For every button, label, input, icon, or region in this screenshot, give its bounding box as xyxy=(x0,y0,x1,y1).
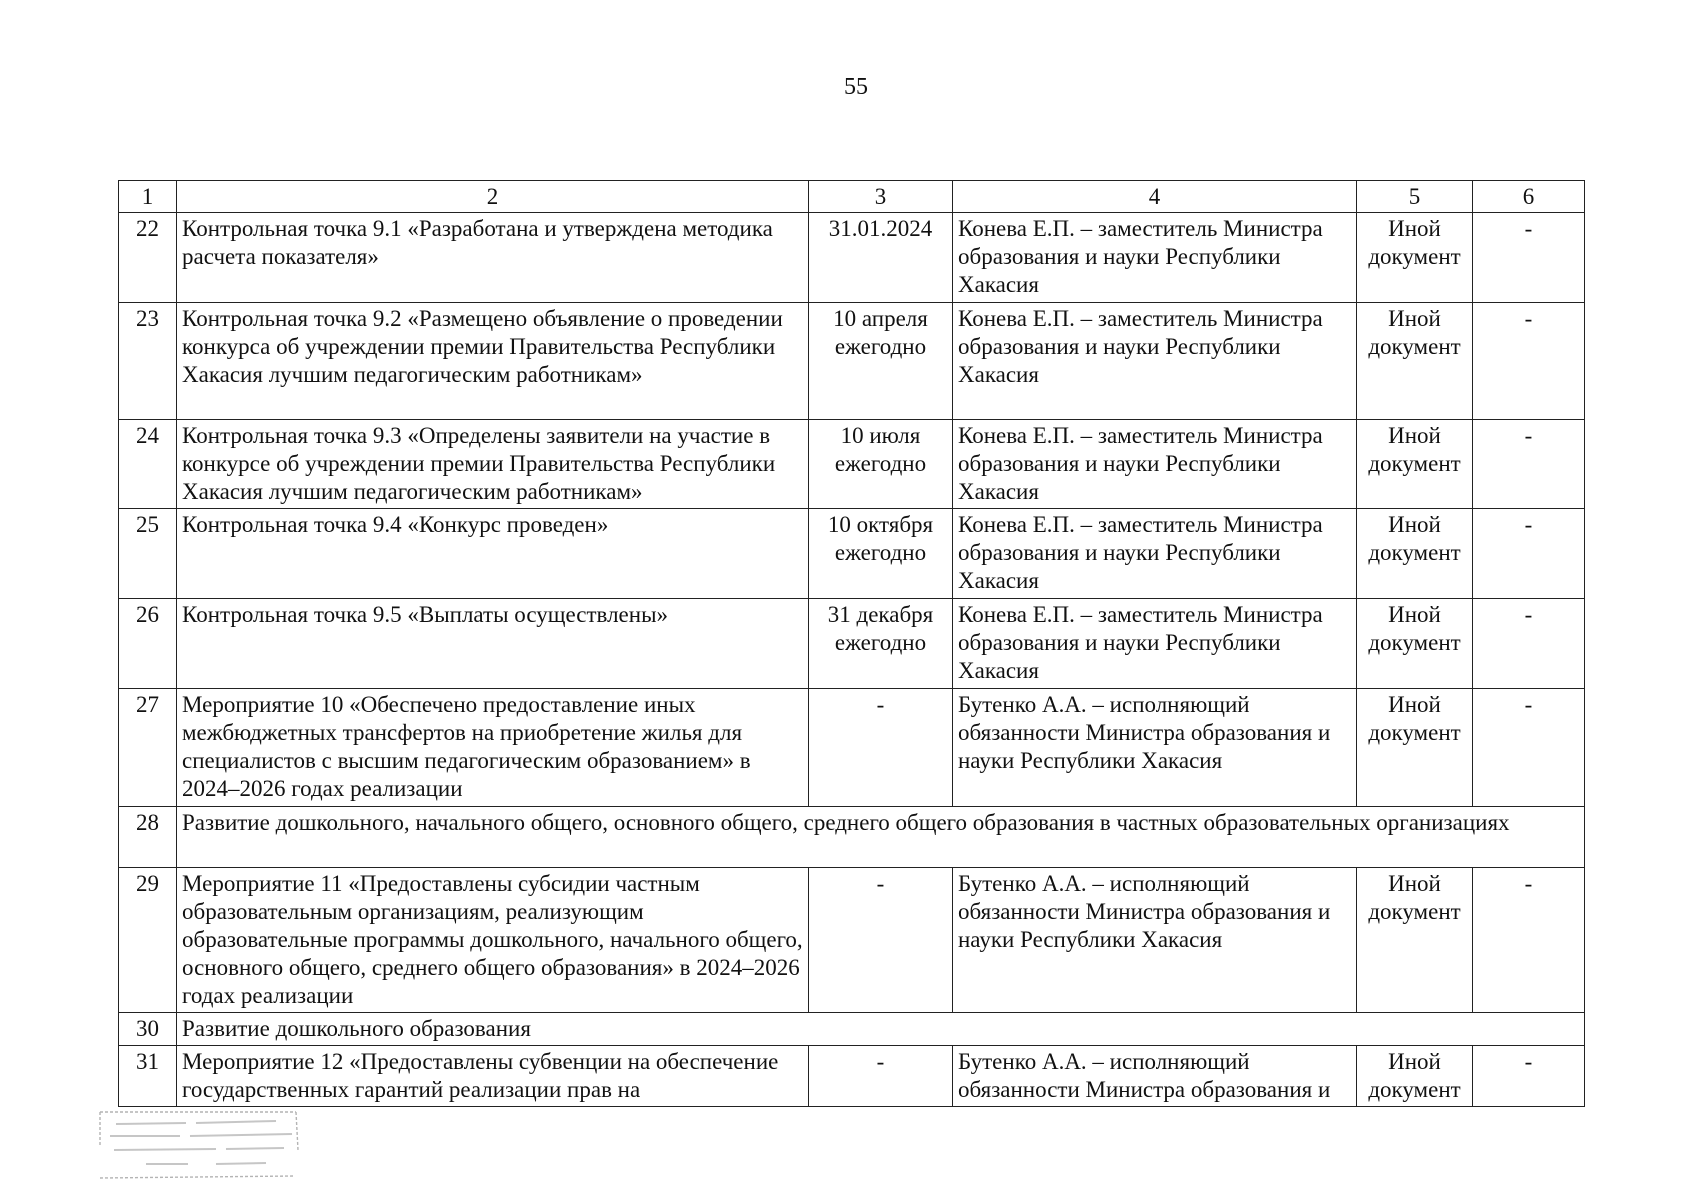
section-row xyxy=(119,1013,1585,1046)
table-row xyxy=(119,213,1585,303)
column-6-value: - xyxy=(1473,689,1585,807)
column-6-value: - xyxy=(1473,420,1585,509)
header-cell: 6 xyxy=(1473,181,1585,213)
document-type: Иной документ xyxy=(1357,303,1473,420)
section-title: Развитие дошкольного, начального общего, основного общего, среднего общего образования в частных образовательных организациях xyxy=(177,807,1585,868)
event-name: Контрольная точка 9.3 «Определены заявители на участие в конкурсе об учреждении премии Правительства Республики Хакасия лучшим педагогическим работникам» xyxy=(177,420,809,509)
event-date: 31.01.2024 xyxy=(809,213,953,303)
column-6-value: - xyxy=(1473,868,1585,1013)
document-type: Иной документ xyxy=(1357,420,1473,509)
event-date: - xyxy=(809,1046,953,1107)
column-6-value: - xyxy=(1473,509,1585,599)
event-name: Мероприятие 12 «Предоставлены субвенции на обеспечение государственных гарантий реализации прав на xyxy=(177,1046,809,1107)
column-6-value: - xyxy=(1473,599,1585,689)
responsible-person: Конева Е.П. – заместитель Министра образования и науки Республики Хакасия xyxy=(953,509,1357,599)
table-row xyxy=(119,1046,1585,1107)
header-cell: 5 xyxy=(1357,181,1473,213)
event-name: Контрольная точка 9.4 «Конкурс проведен» xyxy=(177,509,809,599)
column-6-value: - xyxy=(1473,303,1585,420)
row-number: 28 xyxy=(119,807,177,868)
responsible-person: Бутенко А.А. – исполняющий обязанности Министра образования и науки Республики Хакасия xyxy=(953,868,1357,1013)
row-number: 27 xyxy=(119,689,177,807)
document-type: Иной документ xyxy=(1357,1046,1473,1107)
document-type: Иной документ xyxy=(1357,599,1473,689)
row-number: 22 xyxy=(119,213,177,303)
document-type: Иной документ xyxy=(1357,509,1473,599)
row-number: 24 xyxy=(119,420,177,509)
row-number: 29 xyxy=(119,868,177,1013)
responsible-person: Конева Е.П. – заместитель Министра образования и науки Республики Хакасия xyxy=(953,599,1357,689)
responsible-person: Конева Е.П. – заместитель Министра образования и науки Республики Хакасия xyxy=(953,213,1357,303)
table-row xyxy=(119,599,1585,689)
row-number: 31 xyxy=(119,1046,177,1107)
document-type: Иной документ xyxy=(1357,689,1473,807)
responsible-person: Конева Е.П. – заместитель Министра образования и науки Республики Хакасия xyxy=(953,420,1357,509)
event-name: Контрольная точка 9.5 «Выплаты осуществлены» xyxy=(177,599,809,689)
header-cell: 3 xyxy=(809,181,953,213)
responsible-person: Конева Е.П. – заместитель Министра образования и науки Республики Хакасия xyxy=(953,303,1357,420)
event-date: - xyxy=(809,868,953,1013)
table-row xyxy=(119,868,1585,1013)
event-name: Контрольная точка 9.1 «Разработана и утверждена методика расчета показателя» xyxy=(177,213,809,303)
event-name: Контрольная точка 9.2 «Размещено объявление о проведении конкурса об учреждении премии Правительства Республики Хакасия лучшим педагогическим работникам» xyxy=(177,303,809,420)
column-6-value: - xyxy=(1473,213,1585,303)
row-number: 26 xyxy=(119,599,177,689)
row-number: 23 xyxy=(119,303,177,420)
row-number: 30 xyxy=(119,1013,177,1046)
event-date: 10 июля ежегодно xyxy=(809,420,953,509)
header-cell: 2 xyxy=(177,181,809,213)
table-row xyxy=(119,303,1585,420)
document-type: Иной документ xyxy=(1357,868,1473,1013)
responsible-person: Бутенко А.А. – исполняющий обязанности Министра образования и науки Республики Хакасия xyxy=(953,689,1357,807)
event-date: - xyxy=(809,689,953,807)
event-date: 10 октября ежегодно xyxy=(809,509,953,599)
row-number: 25 xyxy=(119,509,177,599)
event-name: Мероприятие 10 «Обеспечено предоставление иных межбюджетных трансфертов на приобретение жилья для специалистов с высшим педагогическим образованием» в 2024–2026 годах реализации xyxy=(177,689,809,807)
section-title: Развитие дошкольного образования xyxy=(177,1013,1585,1046)
section-row xyxy=(119,807,1585,868)
document-type: Иной документ xyxy=(1357,213,1473,303)
table-header-row xyxy=(119,181,1585,213)
responsible-person: Бутенко А.А. – исполняющий обязанности Министра образования и xyxy=(953,1046,1357,1107)
table-row xyxy=(119,509,1585,599)
registration-stamp xyxy=(96,1106,310,1186)
header-cell: 1 xyxy=(119,181,177,213)
events-table xyxy=(118,180,1585,1107)
header-cell: 4 xyxy=(953,181,1357,213)
event-date: 31 декабря ежегодно xyxy=(809,599,953,689)
table-row xyxy=(119,689,1585,807)
table-row xyxy=(119,420,1585,509)
column-6-value: - xyxy=(1473,1046,1585,1107)
event-name: Мероприятие 11 «Предоставлены субсидии частным образовательным организациям, реализующим образовательные программы дошкольного, начального общего, основного общего, среднего общего образования» в 2024–2026 годах реализации xyxy=(177,868,809,1013)
page-number: 55 xyxy=(844,74,868,100)
event-date: 10 апреля ежегодно xyxy=(809,303,953,420)
